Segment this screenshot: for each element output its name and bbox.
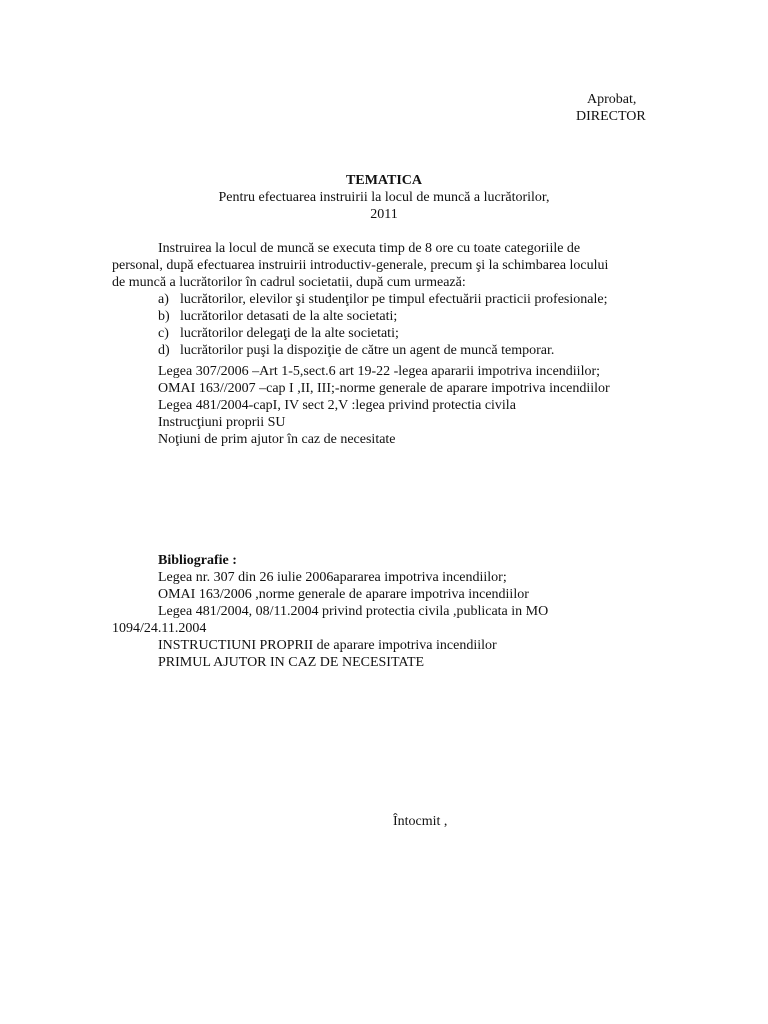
bibliography-item: OMAI 163/2006 ,norme generale de aparare impotriva incendiilor [158,587,529,602]
intro-line-3: de muncă a lucrătorilor în cadrul societatii, după cum urmează: [112,275,466,290]
topic-line: Legea 307/2006 –Art 1-5,sect.6 art 19-22 -legea apararii impotriva incendiilor; [158,364,601,379]
list-marker: b) [158,309,170,324]
intro-line-2: personal, după efectuarea instruirii introductiv-generale, precum şi la schimbarea locului [112,258,609,273]
list-marker: c) [158,326,169,341]
category-item-d [158,342,554,359]
category-item-c [158,325,399,342]
bibliography-item: PRIMUL AJUTOR IN CAZ DE NECESITATE [158,655,425,670]
list-text: lucrătorilor puşi la dispoziţie de către un agent de muncă temporar. [180,343,555,358]
bibliography-item-continuation: 1094/24.11.2004 [112,621,207,636]
bibliography-item: INSTRUCTIUNI PROPRII de aparare impotriva incendiilor [158,638,497,653]
director-label: DIRECTOR [576,109,646,124]
list-marker: d) [158,343,170,358]
approved-label: Aprobat, [587,92,637,107]
category-item-a [158,291,607,308]
topic-line: Legea 481/2004-capI, IV sect 2,V :legea privind protectia civila [158,398,516,413]
topic-line: OMAI 163//2007 –cap I ,II, III;-norme generale de aparare impotriva incendiilor [158,381,610,396]
topic-line: Noţiuni de prim ajutor în caz de necesitate [158,432,396,447]
bibliography-heading: Bibliografie : [158,553,237,568]
bibliography-item: Legea nr. 307 din 26 iulie 2006apararea impotriva incendiilor; [158,570,507,585]
prepared-by-label: Întocmit , [393,814,448,829]
intro-line-1: Instruirea la locul de muncă se executa timp de 8 ore cu toate categoriile de [158,241,581,256]
list-text: lucrătorilor delegaţi de la alte societati; [180,326,399,341]
bibliography-item: Legea 481/2004, 08/11.2004 privind protectia civila ,publicata in MO [158,604,549,619]
document-year: 2011 [370,207,398,222]
list-text: lucrătorilor, elevilor şi studenţilor pe timpul efectuării practicii profesionale; [180,292,608,307]
category-item-b [158,308,397,325]
list-text: lucrătorilor detasati de la alte societati; [180,309,398,324]
list-marker: a) [158,292,169,307]
topic-line: Instrucţiuni proprii SU [158,415,286,430]
document-title: TEMATICA [346,173,422,188]
document-subtitle: Pentru efectuarea instruirii la locul de muncă a lucrătorilor, [218,190,550,205]
